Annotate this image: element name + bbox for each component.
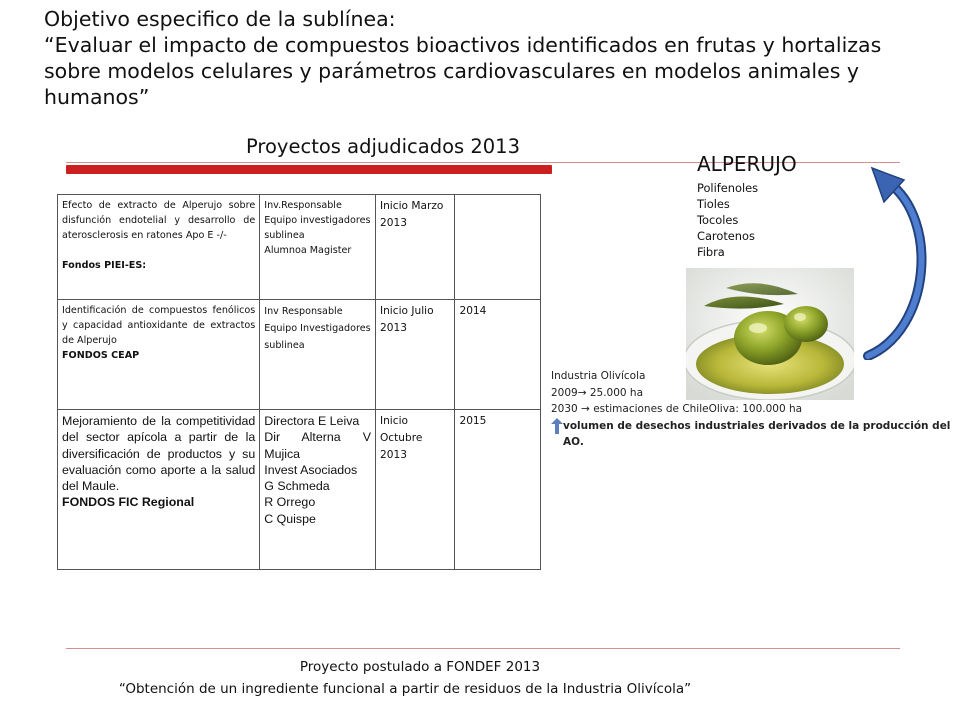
list-item: Tocoles [697, 213, 739, 227]
project-title: Efecto de extracto de Alperujo sobre disfunción endotelial y desarrollo de aterosclerosis en ratones Apo E -/- [62, 200, 256, 241]
curved-arrow-icon [860, 160, 950, 360]
team-member: Dir Alterna V Mujica [264, 430, 371, 461]
list-item: Tioles [697, 197, 730, 211]
end-cell: 2015 [455, 410, 541, 570]
list-item: Fibra [697, 245, 725, 259]
team-member: Equipo Investigadores sublinea [264, 323, 371, 351]
team-member: Inv.Responsable [264, 200, 342, 211]
table-row [58, 410, 541, 570]
funding-source: FONDOS FIC Regional [62, 495, 195, 510]
accent-bar [66, 165, 552, 174]
industry-info [551, 368, 960, 451]
team-member: Equipo investigadores sublinea [264, 215, 371, 241]
list-item: Polifenoles [697, 181, 759, 195]
alperujo-title: ALPERUJO [697, 152, 797, 176]
industry-2009: 2009→ 25.000 ha [551, 386, 644, 399]
start-cell: Inicio Julio 2013 [375, 300, 454, 410]
team-member: Alumnoa Magister [264, 245, 352, 256]
team-member: Inv Responsable [264, 306, 343, 317]
project-title: Mejoramiento de la competitividad del sector apícola a partir de la diversificación de productos y su evaluación como aporte a la salud del Maule. [62, 414, 256, 494]
up-arrow-icon [551, 418, 563, 434]
industry-label: Industria Olivícola [551, 370, 646, 382]
project-title: Identificación de compuestos fenólicos y capacidad antioxidante de extractos de Alperujo [62, 305, 256, 346]
team-cell [260, 195, 376, 300]
alperujo-components [697, 180, 758, 260]
waste-volume [551, 418, 960, 451]
table-row [58, 195, 541, 300]
projects-table [57, 194, 541, 570]
objective-label: Objetivo especifico de la sublínea: [44, 7, 396, 31]
project-cell [58, 195, 260, 300]
bottom-rule [66, 648, 900, 649]
team-cell [260, 300, 376, 410]
team-member: G Schmeda [264, 479, 330, 494]
project-cell [58, 300, 260, 410]
start-cell: Inicio Octubre 2013 [375, 410, 454, 570]
team-member: C Quispe [264, 511, 316, 526]
industry-2030: 2030 → estimaciones de ChileOliva: 100.000 ha [551, 403, 803, 415]
team-cell [260, 410, 376, 570]
fondef-title: “Obtención de un ingrediente funcional a partir de residuos de la Industria Olivícola” [118, 681, 692, 697]
fondef-proposal: Proyecto postulado a FONDEF 2013 [299, 659, 541, 675]
projects-subtitle: Proyectos adjudicados 2013 [246, 135, 520, 158]
project-cell [58, 410, 260, 570]
team-member: Directora E Leiva [264, 414, 360, 428]
objective-heading [44, 6, 944, 110]
table-row [58, 300, 541, 410]
team-member: Invest Asociados [264, 462, 358, 477]
waste-volume-text: volumen de desechos industriales derivados de la producción del AO. [563, 419, 951, 448]
funding-source: FONDOS CEAP [62, 350, 140, 361]
list-item: Carotenos [697, 229, 755, 243]
objective-text: “Evaluar el impacto de compuestos bioactivos identificados en frutas y hortalizas sobre modelos celulares y parámetros cardiovasculares en modelos animales y humanos” [44, 33, 882, 109]
funding-source: Fondos PIEI-ES: [62, 260, 147, 271]
end-cell: 2014 [455, 300, 541, 410]
start-cell: Inicio Marzo 2013 [375, 195, 454, 300]
end-cell [455, 195, 541, 300]
team-member: R Orrego [264, 495, 316, 510]
